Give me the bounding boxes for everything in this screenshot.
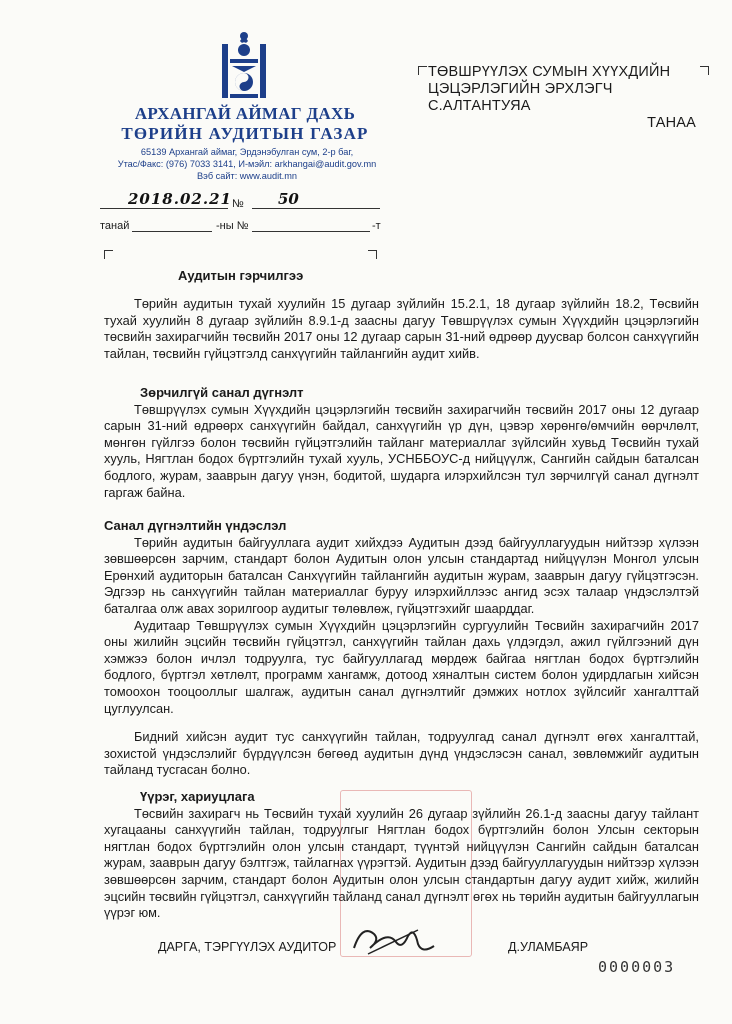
section-basis-p1: Төрийн аудитын байгууллага аудит хийхдээ Аудитын дээд байгууллагуудын нийтээр хүлээн зөвшөөрсөн зарчим, стандарт болон Аудитын олон улсын стандартад нийцүүлэн Монгол улсын Ерөнхий аудиторын баталсан Санхүүгийн тайлангийн аудитын журам, зааврын дагуу гүйцэтгэсэн. Эдгээр нь санхүүгийн тайлан материаллаг буруу илэрхийллээс ангид эсэх талаар үндэслэлтэй баталгаа олж авах зорилгоор аудитыг төлөвлөж, гүйцэтгэхийг шаарддаг. xyxy=(104,534,699,616)
section-basis xyxy=(104,518,699,779)
corner-mark-right xyxy=(368,250,377,259)
section-opinion-text: Төвшрүүлэх сумын Хүүхдийн цэцэрлэгийн төсвийн захирагчийн төсвийн 2017 оны 12 дугаар сарын 31-ний өдрөөрх санхүүгийн байдал, санхүүгийн үр дүн, цэвэр хөрөнгө/өмчийн өөрчлөлт, мөнгөн гүйлгээ болон төсвийн гүйцэтгэлийн тайланг материаллаг зүйлсийн хувьд Төсвийн тухай хууль, Нягтлан бодох бүртгэлийн тухай хууль, УСНББОУС-д нийцүүлж, Сангийн сайдын баталсан бодлого, журам, зааврын дагуу үнэн, бодитой, шударга илэрхийлсэн тул зөрчилгүй санал дүгнэлт гаргаж байна. xyxy=(104,401,699,500)
section-opinion-title: Зөрчилгүй санал дүгнэлт xyxy=(140,385,304,400)
recipient-corner-left xyxy=(418,66,427,75)
recipient-line1: ТӨВШРҮҮЛЭХ СУМЫН ХҮҮХДИЙН xyxy=(428,64,671,80)
ref-underline-2 xyxy=(252,231,370,232)
recipient-line3: ТАНАА xyxy=(647,115,696,131)
reference-line xyxy=(100,220,380,238)
section-responsibility-text: Төсвийн захирагч нь Төсвийн тухай хуулийн 26 дугаар зүйлийн 26.1-д заасны дагуу тайлант хугацааны санхүүгийн тайлан, тодруулгыг Нягтлан бодох бүртгэлийн болон Улсын секторын нягтлан бодох бүртгэлийн олон улсын стандарт, түүнтэй нийцүүлэн Сангийн сайдын баталсан журам, зааврын дагуу бэлтгэж, тайлагнах үүрэгтэй. Аудитын дээд байгууллагуудын нийтээр хүлээн зөвшөөрсөн зарчим, стандарт болон Аудитын олон улсын стандартын дагуу аудит хийж, жилийн эцсийн төсвийн гүйцэтгэл, санхүүгийн тайланд санал дүгнэлт өгөх нь төрийн аудитын байгууллагын үүрэг юм. xyxy=(104,805,699,921)
recipient-block xyxy=(428,64,698,132)
section-basis-p2: Аудитаар Төвшрүүлэх сумын Хүүхдийн цэцэрлэгийн сургуулийн Төсвийн захирагчийн 2017 оны жилийн эцсийн төсвийн гүйцэтгэл, санхүүгийн тайлан дахь үлдэгдэл, ажил гүйлгээний дүн хэмжээ болон ичлэл тодруулга, тус байгууллагад мөрдөж байгаа нягтлан бодох бүртгэлийн бодлого, бүртгэл хөтлөлт, программ хангамж, дотоод хяналтын систем болон удирдлагын хийсэн томоохон тооцооллыг шалгаж, аудитын санал дүгнэлтийг дэмжих нотлох зүйлсийг хангалттай цуглуулсан. xyxy=(104,617,699,716)
contact-address: 65139 Архангай аймаг, Эрдэнэбулган сум, 2-р баг, xyxy=(140,147,354,157)
section-opinion xyxy=(104,385,699,501)
recipient-line2: ЦЭЦЭРЛЭГИЙН ЭРХЛЭГЧ С.АЛТАНТУЯА xyxy=(428,81,613,114)
org-name-line1: АРХАНГАЙ АЙМАГ ДАХЬ xyxy=(134,104,356,123)
handwritten-date: 2018.02.21 xyxy=(128,190,232,208)
date-underline xyxy=(100,208,228,209)
signatory-title: ДАРГА, ТЭРГҮҮЛЭХ АУДИТОР xyxy=(158,940,337,954)
document-title: Аудитын гэрчилгээ xyxy=(178,268,304,283)
ref-underline-1 xyxy=(132,231,212,232)
section-basis-title: Санал дүгнэлтийн үндэслэл xyxy=(104,518,287,533)
org-name-line2: ТӨРИЙН АУДИТЫН ГАЗАР xyxy=(121,124,369,143)
contact-phone-email: Утас/Факс: (976) 7033 3141, И-мэйл: arkhangai@audit.gov.mn xyxy=(117,159,377,169)
section-responsibility-title: Үүрэг, хариуцлага xyxy=(140,789,255,804)
number-label: № xyxy=(232,198,244,210)
signatory-name: Д.УЛАМБАЯР xyxy=(508,940,589,954)
soyombo-emblem-icon xyxy=(218,30,270,102)
intro-text: Төрийн аудитын тухай хуулийн 15 дугаар зүйлийн 15.2.1, 18 дугаар зүйлийн 18.2, Төсвийн тухай хуулийн 8 дугаар зүйлийн 8.9.1-д заасны дагуу Төвшрүүлэх сумын Хүүхдийн цэцэрлэгийн төсвийн захирагчийн төсвийн 2017 оны 12 дугаар сарын 31-ний өдрөөр дуусвар болсон санхүүгийн тайлан, төсвийн гүйцэтгэлд санхүүгийн тайлангийн аудит хийв. xyxy=(104,296,699,361)
ref-prefix: танай xyxy=(100,220,130,232)
corner-mark-left xyxy=(104,250,113,259)
ref-mid: -ны № xyxy=(216,220,249,232)
handwritten-number: 50 xyxy=(278,190,299,208)
serial-number: 0000003 xyxy=(598,958,676,976)
number-underline xyxy=(252,208,380,209)
date-number-line xyxy=(100,190,380,214)
contact-website: Вэб сайт: www.audit.mn xyxy=(197,171,297,181)
section-basis-p3: Бидний хийсэн аудит тус санхүүгийн тайлан, тодруулгад санал дүгнэлт өгөх хангалттай, зохистой үндэслэлийг бүрдүүлсэн бөгөөд аудитын дүнд үндэслэсэн санал, зөвлөмжийг аудитын тайланд тусгасан болно. xyxy=(104,729,699,778)
recipient-corner-right xyxy=(700,66,709,75)
ref-suffix: -т xyxy=(372,220,381,232)
signature-row xyxy=(158,940,598,954)
handwritten-signature xyxy=(348,918,438,962)
intro-paragraph xyxy=(104,296,699,362)
